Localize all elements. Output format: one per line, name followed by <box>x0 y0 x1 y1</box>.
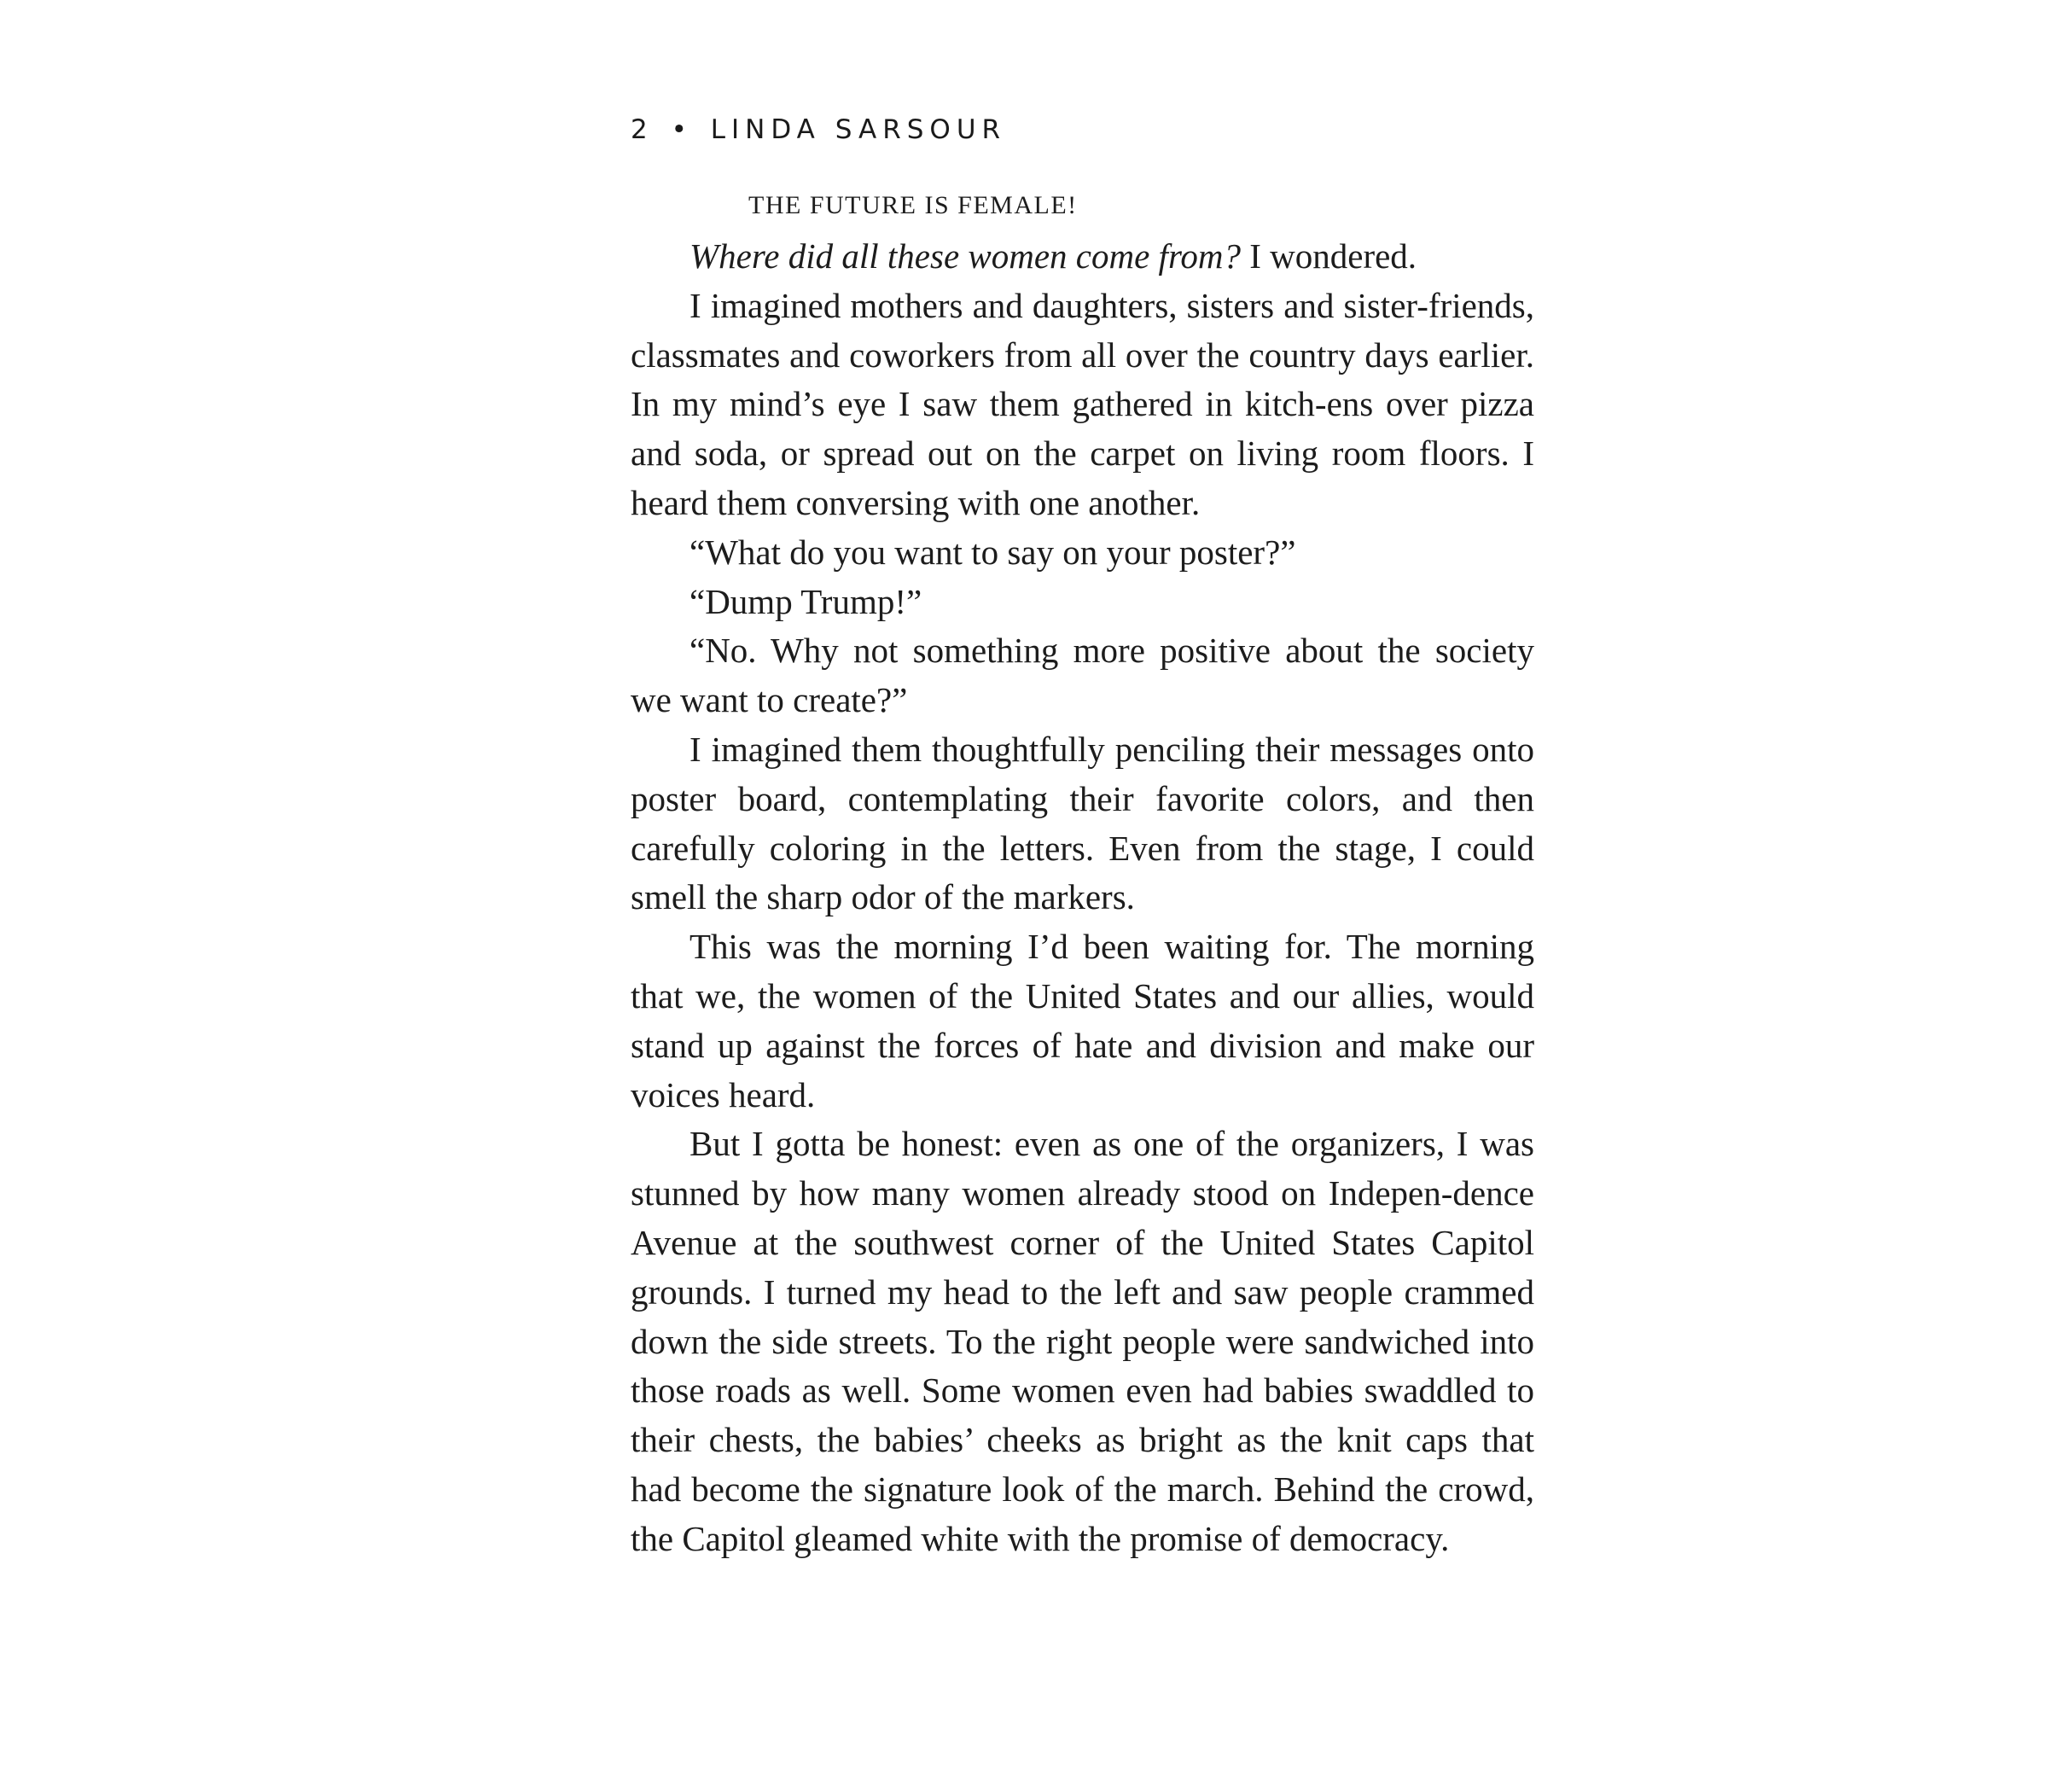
paragraph-text: I wondered. <box>1241 236 1417 276</box>
slogan-line <box>631 189 1534 222</box>
paragraph: I imagined mothers and daughters, sisters and sister-friends, classmates and coworkers from all over the country days earlier. In my mind’s eye I saw them gathered in kitch-ens over pizza and soda, or spread out on the carpet on living room floors. I heard them conversing with one another. <box>631 285 1534 522</box>
slogan-text: THE FUTURE IS FEMALE! <box>748 191 1078 219</box>
paragraph: This was the morning I’d been waiting for. The morning that we, the women of the United States and our allies, would stand up against the forces of hate and division and make our voices heard. <box>631 927 1534 1114</box>
paragraph <box>631 232 1534 282</box>
body-text <box>631 189 1534 1564</box>
paragraph: “No. Why not something more positive about the society we want to create?” <box>631 631 1534 720</box>
author-name: LINDA SARSOUR <box>710 114 1007 145</box>
paragraph: But I gotta be honest: even as one of the organizers, I was stunned by how many women already stood on Indepen-dence Avenue at the southwest corner of the United States Capitol grounds. I turned my head to the left and saw people crammed down the side streets. To the right people were sandwiched into those roads as well. Some women even had babies swaddled to their chests, the babies’ cheeks as bright as the knit caps that had become the signature look of the march. Behind the crowd, the Capitol gleamed white with the promise of democracy. <box>631 1124 1534 1558</box>
paragraph: “Dump Trump!” <box>689 581 922 621</box>
running-head <box>631 114 1006 145</box>
page-number: 2 <box>631 114 654 145</box>
italic-question: Where did all these women come from? <box>689 236 1241 276</box>
separator-bullet: • <box>671 114 693 145</box>
paragraph: “What do you want to say on your poster?” <box>689 532 1296 572</box>
paragraph: I imagined them thoughtfully penciling their messages onto poster board, contemplating their favorite colors, and then carefully coloring in the letters. Even from the stage, I could smell the sharp odor of the markers. <box>631 729 1534 917</box>
